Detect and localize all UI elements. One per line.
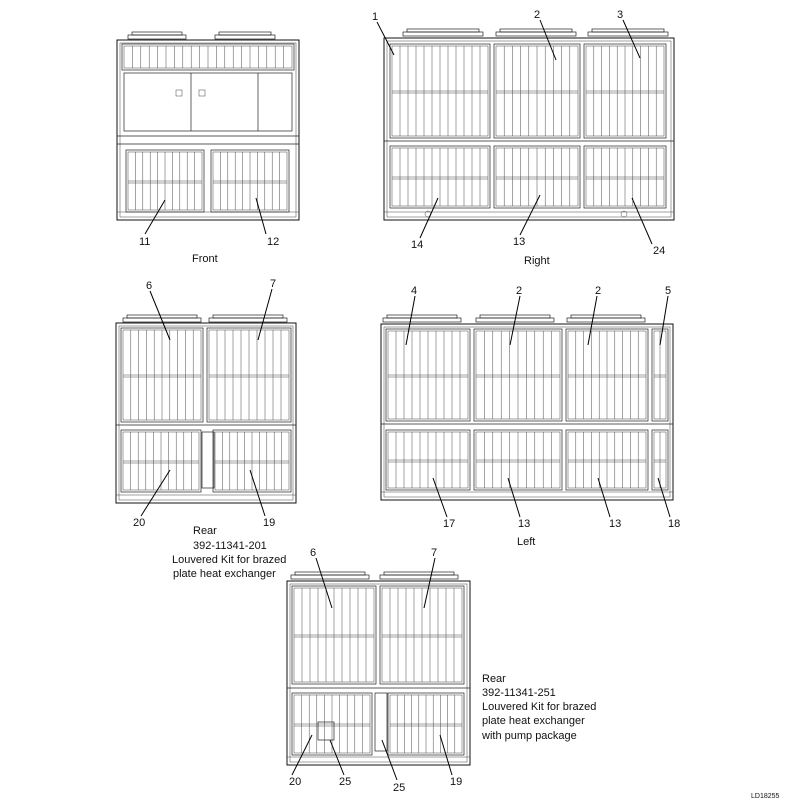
callout-right-13: 13 — [513, 236, 526, 248]
callout-right-24: 24 — [653, 245, 666, 257]
caption-rear2-line4: plate heat exchanger — [482, 715, 585, 727]
rear2-view — [287, 581, 470, 765]
callout-rear2-25b: 25 — [393, 782, 406, 794]
callout-rear1-19: 19 — [263, 517, 276, 529]
callout-rear2-19: 19 — [450, 776, 463, 788]
callout-right-1: 1 — [372, 11, 379, 23]
caption-rear1-line3: Louvered Kit for brazed — [172, 554, 287, 566]
callout-rear2-7: 7 — [431, 547, 438, 559]
callout-left-13a: 13 — [518, 518, 531, 530]
caption-rear2-line1: Rear — [482, 673, 506, 685]
figure-id: LD18255 — [751, 793, 780, 800]
caption-right: Right — [524, 255, 550, 267]
callout-left-17: 17 — [443, 518, 456, 530]
callout-right-14: 14 — [411, 239, 424, 251]
rear1-view — [116, 323, 296, 503]
callout-rear1-6: 6 — [146, 280, 153, 292]
caption-rear1-line2: 392-11341-201 — [193, 540, 267, 552]
left-view — [381, 324, 673, 500]
caption-front: Front — [192, 253, 218, 265]
callout-rear2-20: 20 — [289, 776, 302, 788]
callout-right-2: 2 — [534, 9, 541, 21]
caption-rear1-line4: plate heat exchanger — [173, 568, 276, 580]
callout-left-2b: 2 — [595, 285, 602, 297]
callout-left-13b: 13 — [609, 518, 622, 530]
callout-left-2a: 2 — [516, 285, 523, 297]
callout-rear2-6: 6 — [310, 547, 317, 559]
caption-left: Left — [517, 536, 536, 548]
callout-rear1-20: 20 — [133, 517, 146, 529]
caption-rear2-line2: 392-11341-251 — [482, 687, 556, 699]
callout-rear2-25a: 25 — [339, 776, 352, 788]
caption-rear2-line5: with pump package — [482, 730, 577, 742]
caption-rear2-line3: Louvered Kit for brazed — [482, 701, 597, 713]
callout-front-11: 11 — [139, 236, 151, 248]
caption-rear1-line1: Rear — [193, 525, 217, 537]
callout-rear1-7: 7 — [270, 278, 277, 290]
callout-left-5: 5 — [665, 285, 672, 297]
callout-left-4: 4 — [411, 285, 418, 297]
callout-right-3: 3 — [617, 9, 624, 21]
callout-left-18: 18 — [668, 518, 681, 530]
callout-front-12: 12 — [267, 236, 280, 248]
